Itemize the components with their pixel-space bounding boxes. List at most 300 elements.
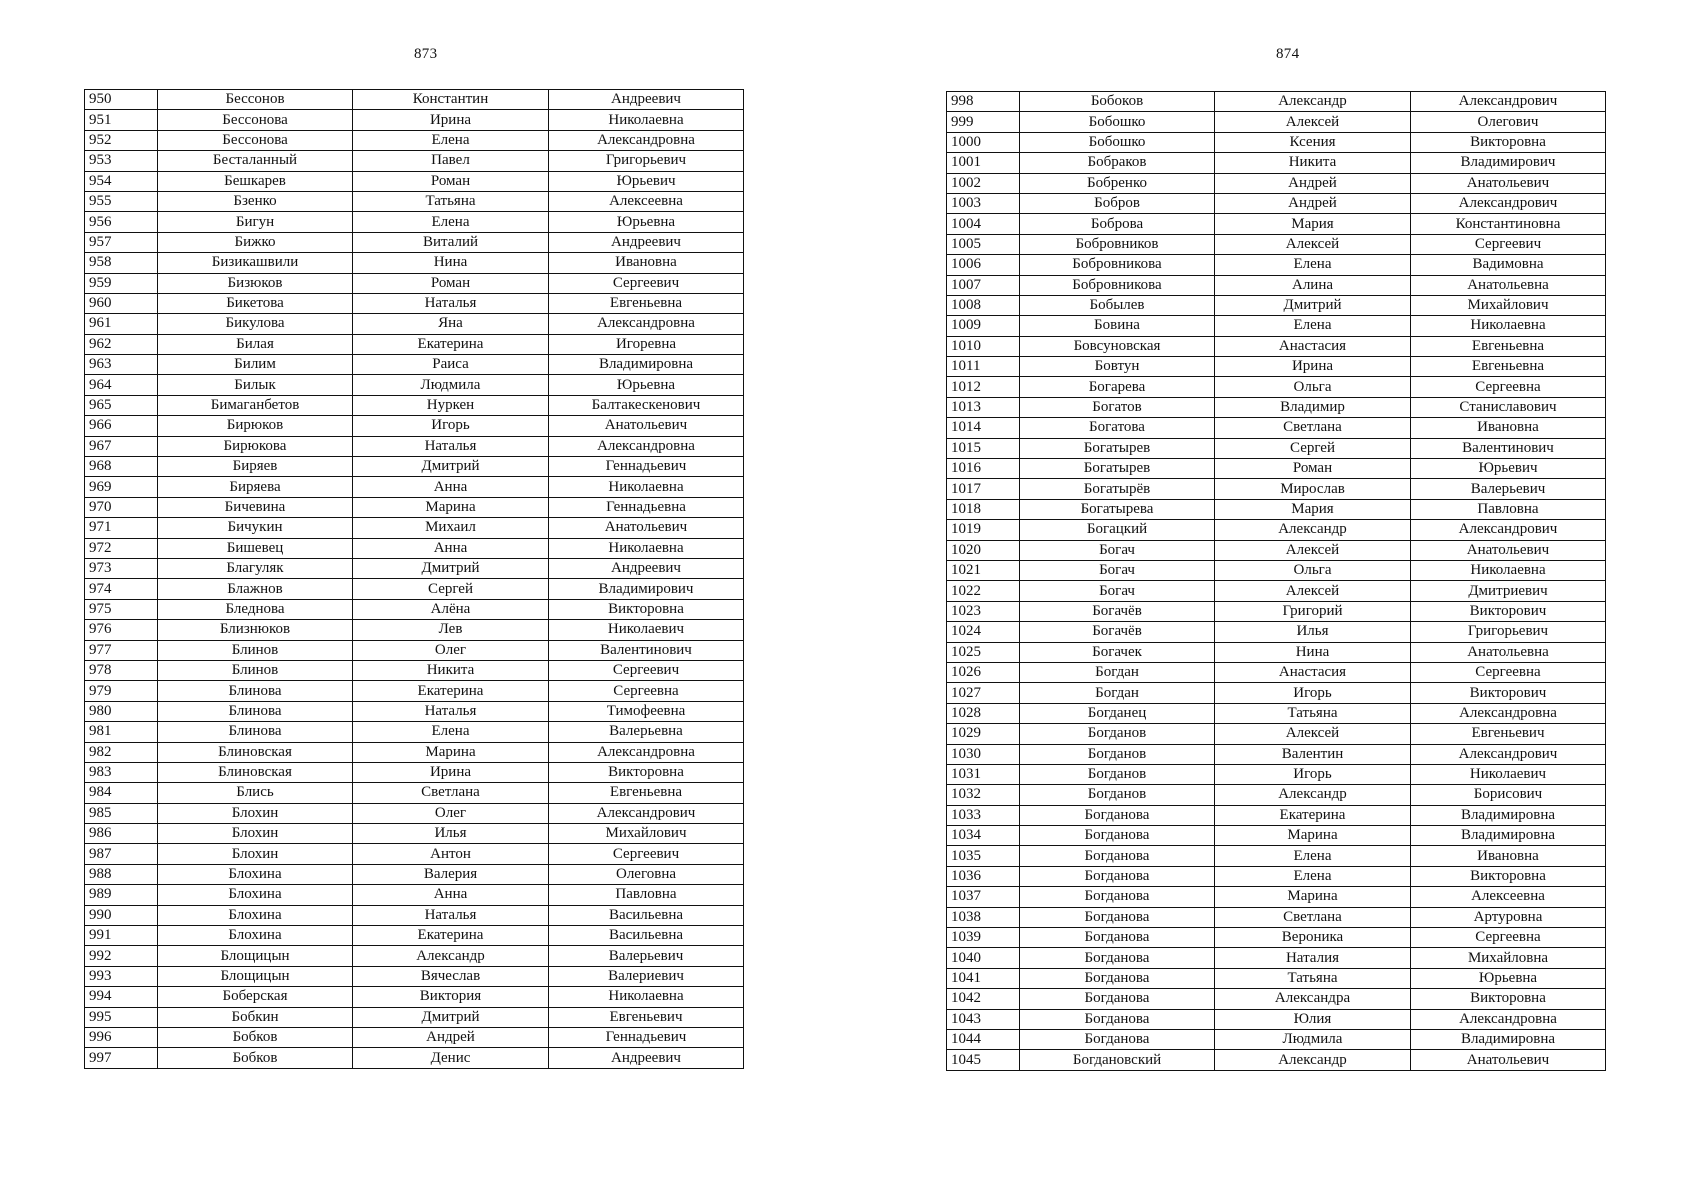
first-name-cell: Ксения <box>1215 132 1411 152</box>
patronymic-cell: Александровна <box>1411 1009 1606 1029</box>
surname-cell: Бобошко <box>1020 112 1215 132</box>
page-number: 874 <box>1276 46 1300 62</box>
first-name-cell: Лев <box>353 620 549 640</box>
first-name-cell: Елена <box>353 212 549 232</box>
row-number: 960 <box>85 293 158 313</box>
patronymic-cell: Сергеевна <box>1411 662 1606 682</box>
table-row <box>85 946 744 966</box>
surname-cell: Бобкин <box>158 1007 353 1027</box>
surname-cell: Богдан <box>1020 662 1215 682</box>
row-number: 1027 <box>947 683 1020 703</box>
patronymic-cell: Юрьевич <box>549 171 744 191</box>
patronymic-cell: Евгеньевна <box>549 293 744 313</box>
surname-cell: Богданов <box>1020 724 1215 744</box>
first-name-cell: Александр <box>1215 520 1411 540</box>
patronymic-cell: Анатольевна <box>1411 275 1606 295</box>
surname-cell: Бессонова <box>158 110 353 130</box>
table-row <box>85 232 744 252</box>
row-number: 962 <box>85 334 158 354</box>
row-number: 983 <box>85 762 158 782</box>
first-name-cell: Вячеслав <box>353 966 549 986</box>
table-row <box>85 620 744 640</box>
first-name-cell: Алексей <box>1215 581 1411 601</box>
row-number: 1011 <box>947 357 1020 377</box>
first-name-cell: Светлана <box>1215 418 1411 438</box>
row-number: 1033 <box>947 805 1020 825</box>
table-row <box>947 377 1606 397</box>
row-number: 1001 <box>947 153 1020 173</box>
table-row <box>85 130 744 150</box>
surname-cell: Богачек <box>1020 642 1215 662</box>
table-row <box>85 558 744 578</box>
first-name-cell: Анна <box>353 538 549 558</box>
surname-cell: Богатырёв <box>1020 479 1215 499</box>
surname-cell: Богданова <box>1020 805 1215 825</box>
table-row <box>947 132 1606 152</box>
first-name-cell: Людмила <box>1215 1029 1411 1049</box>
table-row <box>947 234 1606 254</box>
table-row <box>85 90 744 110</box>
surname-cell: Блохина <box>158 926 353 946</box>
patronymic-cell: Викторовна <box>549 762 744 782</box>
table-row <box>947 92 1606 112</box>
table-row <box>85 783 744 803</box>
surname-cell: Богданов <box>1020 764 1215 784</box>
table-row <box>947 255 1606 275</box>
surname-cell: Блощицын <box>158 946 353 966</box>
first-name-cell: Елена <box>1215 866 1411 886</box>
row-number: 1037 <box>947 887 1020 907</box>
surname-cell: Богач <box>1020 540 1215 560</box>
table-row <box>947 928 1606 948</box>
first-name-cell: Алексей <box>1215 724 1411 744</box>
surname-cell: Бобков <box>158 1027 353 1047</box>
surname-cell: Богданова <box>1020 1029 1215 1049</box>
surname-cell: Блиновская <box>158 762 353 782</box>
patronymic-cell: Александрович <box>1411 520 1606 540</box>
patronymic-cell: Михайлович <box>1411 295 1606 315</box>
patronymic-cell: Анатольевич <box>549 416 744 436</box>
patronymic-cell: Валерьевич <box>1411 479 1606 499</box>
table-row <box>85 477 744 497</box>
row-number: 1022 <box>947 581 1020 601</box>
patronymic-cell: Евгеньевна <box>1411 357 1606 377</box>
row-number: 995 <box>85 1007 158 1027</box>
surname-cell: Богатов <box>1020 397 1215 417</box>
table-row <box>947 968 1606 988</box>
row-number: 1019 <box>947 520 1020 540</box>
first-name-cell: Елена <box>1215 846 1411 866</box>
row-number: 961 <box>85 314 158 334</box>
row-number: 968 <box>85 457 158 477</box>
first-name-cell: Дмитрий <box>353 1007 549 1027</box>
row-number: 1008 <box>947 295 1020 315</box>
first-name-cell: Валерия <box>353 864 549 884</box>
page-right <box>846 0 1692 1200</box>
surname-cell: Бобровникова <box>1020 275 1215 295</box>
patronymic-cell: Юрьевна <box>549 375 744 395</box>
row-number: 967 <box>85 436 158 456</box>
surname-cell: Богданова <box>1020 928 1215 948</box>
table-row <box>947 316 1606 336</box>
first-name-cell: Нина <box>1215 642 1411 662</box>
table-row <box>85 293 744 313</box>
surname-cell: Блинова <box>158 701 353 721</box>
first-name-cell: Ирина <box>353 110 549 130</box>
row-number: 979 <box>85 681 158 701</box>
first-name-cell: Валентин <box>1215 744 1411 764</box>
first-name-cell: Роман <box>1215 459 1411 479</box>
surname-cell: Бизюков <box>158 273 353 293</box>
first-name-cell: Александра <box>1215 989 1411 1009</box>
row-number: 1042 <box>947 989 1020 1009</box>
surname-cell: Богарева <box>1020 377 1215 397</box>
table-row <box>947 642 1606 662</box>
row-number: 1005 <box>947 234 1020 254</box>
patronymic-cell: Александровна <box>549 436 744 456</box>
patronymic-cell: Анатольевич <box>1411 1050 1606 1070</box>
patronymic-cell: Юрьевна <box>549 212 744 232</box>
table-row <box>85 395 744 415</box>
patronymic-cell: Анатольевна <box>1411 642 1606 662</box>
first-name-cell: Сергей <box>353 579 549 599</box>
row-number: 1003 <box>947 193 1020 213</box>
patronymic-cell: Владимировна <box>1411 805 1606 825</box>
patronymic-cell: Анатольевич <box>1411 173 1606 193</box>
patronymic-cell: Станиславович <box>1411 397 1606 417</box>
patronymic-cell: Павловна <box>1411 499 1606 519</box>
surname-cell: Бессонов <box>158 90 353 110</box>
surname-cell: Блохина <box>158 885 353 905</box>
row-number: 981 <box>85 722 158 742</box>
patronymic-cell: Владимирович <box>1411 153 1606 173</box>
surname-cell: Блажнов <box>158 579 353 599</box>
row-number: 980 <box>85 701 158 721</box>
patronymic-cell: Евгеньевич <box>1411 724 1606 744</box>
row-number: 985 <box>85 803 158 823</box>
row-number: 959 <box>85 273 158 293</box>
row-number: 992 <box>85 946 158 966</box>
surname-cell: Богданова <box>1020 866 1215 886</box>
first-name-cell: Олег <box>353 803 549 823</box>
first-name-cell: Людмила <box>353 375 549 395</box>
first-name-cell: Юлия <box>1215 1009 1411 1029</box>
patronymic-cell: Сергеевич <box>549 273 744 293</box>
patronymic-cell: Николаевна <box>549 110 744 130</box>
table-row <box>85 701 744 721</box>
patronymic-cell: Валериевич <box>549 966 744 986</box>
surname-cell: Бовина <box>1020 316 1215 336</box>
first-name-cell: Дмитрий <box>353 457 549 477</box>
table-row <box>85 885 744 905</box>
surname-cell: Блиновская <box>158 742 353 762</box>
row-number: 990 <box>85 905 158 925</box>
table-row <box>947 907 1606 927</box>
row-number: 963 <box>85 355 158 375</box>
patronymic-cell: Александровна <box>549 130 744 150</box>
patronymic-cell: Юрьевна <box>1411 968 1606 988</box>
surname-cell: Богданова <box>1020 846 1215 866</box>
table-row <box>85 742 744 762</box>
row-number: 1004 <box>947 214 1020 234</box>
patronymic-cell: Николаевна <box>549 538 744 558</box>
surname-cell: Боброва <box>1020 214 1215 234</box>
first-name-cell: Владимир <box>1215 397 1411 417</box>
patronymic-cell: Николаевич <box>1411 764 1606 784</box>
table-row <box>85 171 744 191</box>
patronymic-cell: Олегович <box>1411 112 1606 132</box>
surname-cell: Блохин <box>158 803 353 823</box>
surname-cell: Богачёв <box>1020 601 1215 621</box>
first-name-cell: Наталья <box>353 436 549 456</box>
first-name-cell: Татьяна <box>353 191 549 211</box>
patronymic-cell: Александрович <box>549 803 744 823</box>
surname-cell: Бобылев <box>1020 295 1215 315</box>
surname-cell: Бобровников <box>1020 234 1215 254</box>
patronymic-cell: Владимирович <box>549 579 744 599</box>
table-row <box>85 824 744 844</box>
surname-cell: Блохин <box>158 824 353 844</box>
patronymic-cell: Сергеевич <box>549 844 744 864</box>
first-name-cell: Марина <box>353 742 549 762</box>
patronymic-cell: Владимировна <box>1411 1029 1606 1049</box>
first-name-cell: Анастасия <box>1215 662 1411 682</box>
table-row <box>947 622 1606 642</box>
row-number: 1002 <box>947 173 1020 193</box>
surname-cell: Бобков <box>158 1048 353 1068</box>
first-name-cell: Екатерина <box>353 334 549 354</box>
table-row <box>85 987 744 1007</box>
row-number: 1043 <box>947 1009 1020 1029</box>
patronymic-cell: Николаевна <box>549 987 744 1007</box>
row-number: 971 <box>85 518 158 538</box>
patronymic-cell: Андреевич <box>549 90 744 110</box>
table-row <box>85 1007 744 1027</box>
table-row <box>947 1009 1606 1029</box>
surname-cell: Блинова <box>158 681 353 701</box>
table-row <box>85 538 744 558</box>
row-number: 1026 <box>947 662 1020 682</box>
patronymic-cell: Дмитриевич <box>1411 581 1606 601</box>
surname-cell: Биряев <box>158 457 353 477</box>
patronymic-cell: Сергеевич <box>549 660 744 680</box>
surname-cell: Бишевец <box>158 538 353 558</box>
row-number: 982 <box>85 742 158 762</box>
first-name-cell: Алексей <box>1215 540 1411 560</box>
first-name-cell: Алина <box>1215 275 1411 295</box>
row-number: 954 <box>85 171 158 191</box>
patronymic-cell: Владимировна <box>1411 826 1606 846</box>
row-number: 1010 <box>947 336 1020 356</box>
surname-cell: Богданова <box>1020 907 1215 927</box>
table-row <box>947 601 1606 621</box>
page-number: 873 <box>414 46 438 62</box>
row-number: 1017 <box>947 479 1020 499</box>
surname-cell: Богданец <box>1020 703 1215 723</box>
first-name-cell: Игорь <box>1215 764 1411 784</box>
surname-cell: Билим <box>158 355 353 375</box>
row-number: 977 <box>85 640 158 660</box>
patronymic-cell: Андреевич <box>549 558 744 578</box>
table-row <box>85 905 744 925</box>
table-row <box>947 683 1606 703</box>
first-name-cell: Ольга <box>1215 560 1411 580</box>
table-row <box>947 214 1606 234</box>
table-row <box>947 887 1606 907</box>
table-row <box>85 334 744 354</box>
patronymic-cell: Сергеевич <box>1411 234 1606 254</box>
row-number: 973 <box>85 558 158 578</box>
row-number: 965 <box>85 395 158 415</box>
table-row <box>947 866 1606 886</box>
surname-cell: Бобровникова <box>1020 255 1215 275</box>
surname-cell: Бичукин <box>158 518 353 538</box>
table-row <box>947 193 1606 213</box>
first-name-cell: Виталий <box>353 232 549 252</box>
first-name-cell: Нина <box>353 253 549 273</box>
row-number: 1020 <box>947 540 1020 560</box>
patronymic-cell: Владимировна <box>549 355 744 375</box>
surname-cell: Бижко <box>158 232 353 252</box>
row-number: 1025 <box>947 642 1020 662</box>
patronymic-cell: Сергеевна <box>1411 377 1606 397</box>
table-row <box>85 864 744 884</box>
patronymic-cell: Викторовна <box>1411 866 1606 886</box>
surname-cell: Богатова <box>1020 418 1215 438</box>
table-row <box>947 499 1606 519</box>
patronymic-cell: Александрович <box>1411 744 1606 764</box>
first-name-cell: Олег <box>353 640 549 660</box>
row-number: 999 <box>947 112 1020 132</box>
row-number: 1014 <box>947 418 1020 438</box>
surname-cell: Близнюков <box>158 620 353 640</box>
row-number: 1044 <box>947 1029 1020 1049</box>
table-row <box>947 438 1606 458</box>
surname-cell: Богачёв <box>1020 622 1215 642</box>
surname-cell: Бледнова <box>158 599 353 619</box>
surname-cell: Бовсуновская <box>1020 336 1215 356</box>
table-row <box>947 1050 1606 1070</box>
first-name-cell: Елена <box>1215 255 1411 275</box>
first-name-cell: Андрей <box>1215 173 1411 193</box>
patronymic-cell: Григорьевич <box>1411 622 1606 642</box>
first-name-cell: Наталья <box>353 701 549 721</box>
surname-cell: Блись <box>158 783 353 803</box>
row-number: 994 <box>85 987 158 1007</box>
first-name-cell: Анна <box>353 477 549 497</box>
table-row <box>947 846 1606 866</box>
table-row <box>947 357 1606 377</box>
table-row <box>947 744 1606 764</box>
surname-cell: Билык <box>158 375 353 395</box>
surname-cell: Богданов <box>1020 785 1215 805</box>
patronymic-cell: Валентинович <box>1411 438 1606 458</box>
surname-cell: Блинов <box>158 660 353 680</box>
table-row <box>85 966 744 986</box>
roster-table <box>946 91 1606 1071</box>
table-row <box>947 1029 1606 1049</box>
surname-cell: Бобраков <box>1020 153 1215 173</box>
table-row <box>85 1048 744 1068</box>
surname-cell: Блохина <box>158 864 353 884</box>
surname-cell: Богданова <box>1020 1009 1215 1029</box>
first-name-cell: Илья <box>1215 622 1411 642</box>
patronymic-cell: Ивановна <box>549 253 744 273</box>
first-name-cell: Илья <box>353 824 549 844</box>
table-row <box>85 722 744 742</box>
row-number: 953 <box>85 151 158 171</box>
first-name-cell: Ирина <box>353 762 549 782</box>
table-row <box>947 336 1606 356</box>
table-row <box>947 173 1606 193</box>
table-row <box>85 457 744 477</box>
first-name-cell: Наталья <box>353 293 549 313</box>
table-row <box>85 436 744 456</box>
row-number: 976 <box>85 620 158 640</box>
table-row <box>85 640 744 660</box>
patronymic-cell: Викторовна <box>1411 132 1606 152</box>
row-number: 1030 <box>947 744 1020 764</box>
surname-cell: Богач <box>1020 560 1215 580</box>
first-name-cell: Нуркен <box>353 395 549 415</box>
table-row <box>947 397 1606 417</box>
first-name-cell: Раиса <box>353 355 549 375</box>
surname-cell: Благуляк <box>158 558 353 578</box>
first-name-cell: Елена <box>353 130 549 150</box>
first-name-cell: Яна <box>353 314 549 334</box>
first-name-cell: Мария <box>1215 214 1411 234</box>
first-name-cell: Елена <box>353 722 549 742</box>
table-row <box>947 459 1606 479</box>
surname-cell: Бзенко <box>158 191 353 211</box>
surname-cell: Бобренко <box>1020 173 1215 193</box>
patronymic-cell: Евгеньевна <box>1411 336 1606 356</box>
first-name-cell: Ольга <box>1215 377 1411 397</box>
row-number: 1039 <box>947 928 1020 948</box>
patronymic-cell: Васильевна <box>549 905 744 925</box>
patronymic-cell: Васильевна <box>549 926 744 946</box>
table-row <box>947 112 1606 132</box>
patronymic-cell: Анатольевич <box>549 518 744 538</box>
surname-cell: Богатырев <box>1020 438 1215 458</box>
first-name-cell: Алёна <box>353 599 549 619</box>
patronymic-cell: Сергеевна <box>549 681 744 701</box>
patronymic-cell: Игоревна <box>549 334 744 354</box>
patronymic-cell: Артуровна <box>1411 907 1606 927</box>
first-name-cell: Игорь <box>353 416 549 436</box>
surname-cell: Бешкарев <box>158 171 353 191</box>
patronymic-cell: Анатольевич <box>1411 540 1606 560</box>
table-row <box>85 497 744 517</box>
patronymic-cell: Валерьевна <box>549 722 744 742</box>
table-row <box>85 212 744 232</box>
row-number: 993 <box>85 966 158 986</box>
surname-cell: Бичевина <box>158 497 353 517</box>
row-number: 996 <box>85 1027 158 1047</box>
row-number: 956 <box>85 212 158 232</box>
row-number: 1032 <box>947 785 1020 805</box>
table-row <box>947 703 1606 723</box>
surname-cell: Бигун <box>158 212 353 232</box>
table-row <box>85 151 744 171</box>
surname-cell: Богданова <box>1020 948 1215 968</box>
first-name-cell: Александр <box>1215 92 1411 112</box>
first-name-cell: Андрей <box>353 1027 549 1047</box>
first-name-cell: Марина <box>1215 826 1411 846</box>
table-row <box>947 479 1606 499</box>
first-name-cell: Игорь <box>1215 683 1411 703</box>
first-name-cell: Дмитрий <box>1215 295 1411 315</box>
